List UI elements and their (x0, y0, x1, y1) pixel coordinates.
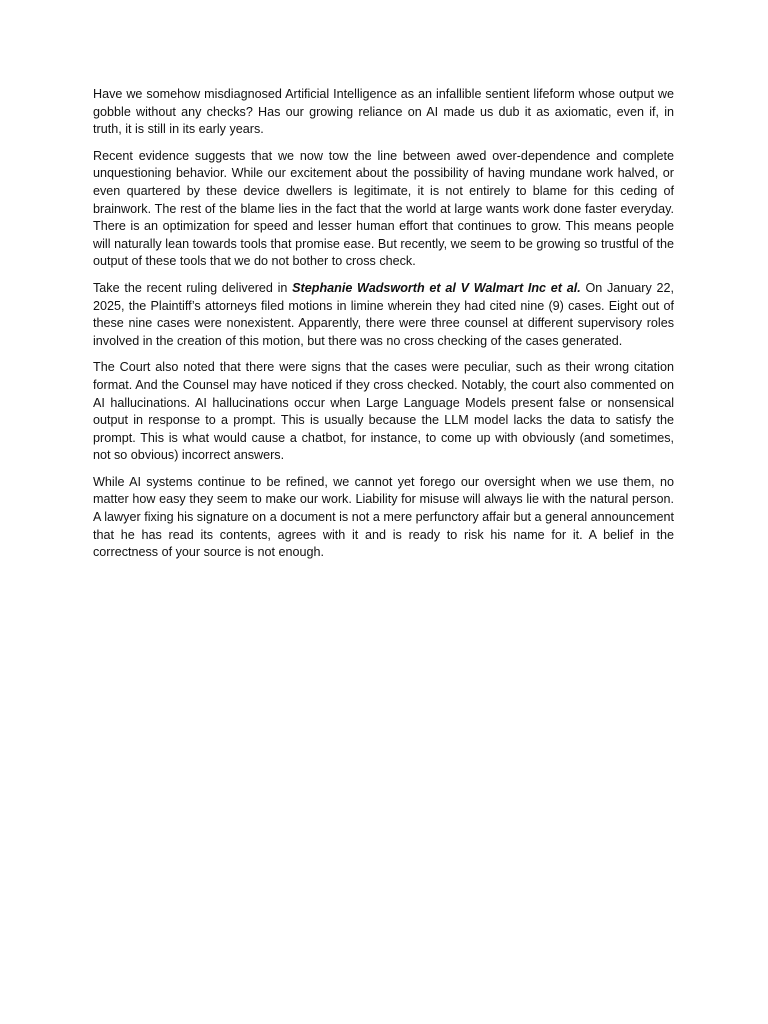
paragraph-evidence: Recent evidence suggests that we now tow the line between awed over-dependence and complete unquestioning behavior. While our excitement about the possibility of having mundane work halved, or even quartered by these device dwellers is legitimate, it is not entirely to blame for this ceding of brainwork. The rest of the blame lies in the fact that the world at large wants work done faster everyday. There is an optimization for speed and lesser human effort that continues to grow. This means people will naturally lean towards tools that promise ease. But recently, we seem to be growing so trustful of the output of these tools that we do not bother to cross check. (93, 148, 674, 269)
ruling-text-before: Take the recent ruling delivered in (93, 280, 293, 295)
paragraph-ruling (93, 280, 674, 350)
ruling-text-after: On January 22, 2025, the Plaintiff’s attorneys filed motions in limine wherein they had cited nine (9) cases. Eight out of these nine cases were nonexistent. Apparently, there were three counsel at different supervisory roles involved in the creation of this motion, but there was no cross checking of the cases generated. (93, 280, 674, 348)
paragraph-court: The Court also noted that there were signs that the cases were peculiar, such as their wrong citation format. And the Counsel may have noticed if they cross checked. Notably, the court also commented on AI hallucinations. AI hallucinations occur when Large Language Models present false or nonsensical output in response to a prompt. This is usually because the LLM model lacks the data to satisfy the prompt. This is what would cause a chatbot, for instance, to come up with obviously (and sometimes, not so obvious) incorrect answers. (93, 360, 674, 463)
document-page (93, 86, 674, 571)
paragraph-intro: Have we somehow misdiagnosed Artificial Intelligence as an infallible sentient lifeform whose output we gobble without any checks? Has our growing reliance on AI made us dub it as axiomatic, even if, in truth, it is still in its early years. (93, 87, 674, 137)
case-name: Stephanie Wadsworth et al V Walmart Inc et al. (292, 280, 581, 295)
paragraph-conclusion: While AI systems continue to be refined, we cannot yet forego our oversight when we use them, no matter how easy they seem to make our work. Liability for misuse will always lie with the natural person. A lawyer fixing his signature on a document is not a mere perfunctory affair but a general announcement that he has read its contents, agrees with it and is ready to risk his name for it. A belief in the correctness of your source is not enough. (93, 474, 674, 560)
